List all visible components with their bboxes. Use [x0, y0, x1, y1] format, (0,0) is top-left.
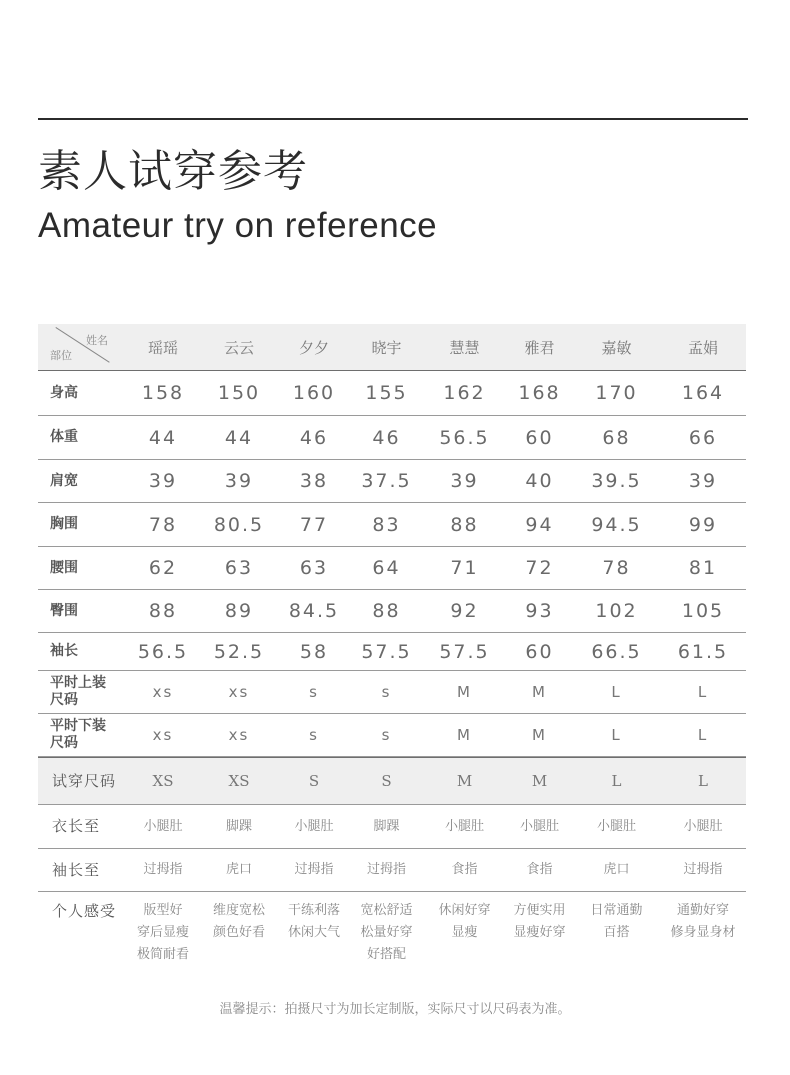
- row-label-feeling: 个人感受: [52, 902, 117, 920]
- size-value: s: [309, 726, 319, 744]
- measure-value: 94: [525, 513, 554, 536]
- size-value: M: [457, 726, 472, 744]
- sleeve-value: 过拇指: [366, 862, 406, 877]
- measure-value: 78: [148, 513, 178, 536]
- feeling-line: 宽松舒适: [360, 903, 413, 918]
- try-size-value: L: [698, 772, 708, 790]
- footer-note: 温馨提示：拍摄尺寸为加长定制版，实际尺寸以尺码表为准。: [219, 1002, 571, 1017]
- size-value: M: [457, 683, 472, 701]
- measure-value: 57.5: [439, 640, 490, 663]
- sleeve-value: 过拇指: [143, 862, 183, 877]
- table-row-measure-6: [38, 633, 746, 671]
- measure-value: 66.5: [591, 640, 642, 663]
- size-value: s: [381, 683, 392, 701]
- feeling-line: 松量好穿: [360, 925, 413, 940]
- table-row-length: [38, 805, 746, 849]
- measure-value: 57.5: [361, 640, 412, 663]
- try-size-value: M: [531, 772, 548, 790]
- row-label-line: 平时下装: [50, 718, 106, 734]
- row-label-measure-3: [38, 516, 126, 533]
- sleeve-value: 过拇指: [294, 862, 334, 877]
- header-name-0: 瑶瑶: [147, 338, 178, 357]
- top-divider: [38, 118, 748, 120]
- measure-value: 84.5: [288, 600, 340, 622]
- measure-value: 40: [525, 470, 554, 492]
- header-corner-cell: [38, 324, 126, 370]
- feeling-line: 休闲好穿: [438, 903, 491, 918]
- length-value: 小腿肚: [143, 818, 183, 834]
- row-label-bottom-size: [38, 718, 126, 752]
- size-value: M: [532, 726, 547, 744]
- row-label-try-size: [38, 773, 126, 790]
- header-name-4: 慧慧: [449, 338, 480, 357]
- feeling-line: 日常通勤: [590, 903, 643, 918]
- table-row-sleeve: [38, 849, 746, 892]
- measure-value: 62: [148, 557, 178, 579]
- measure-value: 93: [525, 600, 554, 622]
- measure-value: 71: [450, 557, 479, 579]
- table-row-top-size: [38, 671, 746, 714]
- measure-value: 162: [443, 382, 486, 404]
- measure-value: 44: [224, 426, 254, 449]
- measure-value: 77: [299, 513, 329, 536]
- header-name-2: 夕夕: [298, 338, 329, 357]
- row-label-length: [38, 818, 126, 835]
- feeling-line: 好搭配: [366, 947, 406, 962]
- measure-value: 160: [292, 382, 336, 404]
- sleeve-value: 食指: [451, 862, 478, 877]
- row-label-sleeve: [38, 862, 126, 879]
- feeling-value: [200, 900, 278, 944]
- measure-value: 105: [681, 600, 725, 622]
- table-row-measure-5: [38, 590, 746, 633]
- try-on-table: [38, 324, 746, 980]
- feeling-value: [573, 900, 660, 944]
- header-name-1: 云云: [223, 338, 254, 357]
- measure-value: 39.5: [591, 470, 642, 492]
- measure-value: 38: [299, 470, 329, 492]
- feeling-line: 显瘦: [451, 925, 478, 940]
- header-name-6: 嘉敏: [601, 338, 632, 357]
- size-value: xs: [152, 726, 174, 744]
- header-name-3: 晓宇: [371, 338, 402, 357]
- row-label-line: 腰围: [50, 559, 78, 576]
- measure-value: 92: [450, 600, 479, 622]
- measure-value: 64: [372, 557, 401, 579]
- table-row-bottom-size: [38, 714, 746, 757]
- feeling-line: 修身显身材: [670, 925, 736, 940]
- size-value: s: [309, 683, 319, 701]
- measure-value: 37.5: [361, 470, 412, 492]
- feeling-line: 方便实用: [513, 903, 566, 918]
- measure-value: 61.5: [677, 640, 729, 663]
- table-header-row: [38, 324, 746, 371]
- feeling-line: 通勤好穿: [676, 903, 729, 918]
- measure-value: 88: [450, 513, 479, 536]
- row-label-line: 衣长至: [52, 817, 101, 835]
- size-value: L: [697, 726, 709, 744]
- measure-value: 63: [299, 557, 329, 579]
- measure-value: 58: [299, 640, 329, 663]
- row-label-line: 臀围: [50, 602, 78, 619]
- feeling-value: [278, 900, 350, 944]
- table-row-try-size: [38, 757, 746, 805]
- table-row-measure-3: [38, 503, 746, 547]
- sleeve-value: 虎口: [225, 862, 252, 877]
- feeling-value: [126, 900, 200, 966]
- size-value: xs: [228, 726, 250, 744]
- measure-value: 168: [518, 382, 561, 404]
- feeling-value: [350, 900, 423, 966]
- feeling-line: 维度宽松: [212, 903, 265, 918]
- row-label-line: 试穿尺码: [52, 771, 117, 790]
- measure-value: 44: [148, 426, 178, 449]
- page-title-english: Amateur try on reference: [38, 206, 438, 245]
- feeling-value: [660, 900, 746, 944]
- table-row-measure-4: [38, 547, 746, 590]
- row-label-line: 袖长至: [52, 860, 101, 879]
- measure-value: 52.5: [213, 640, 265, 663]
- measure-value: 78: [602, 557, 631, 579]
- size-value: xs: [152, 683, 174, 701]
- measure-value: 88: [148, 600, 178, 622]
- size-value: xs: [228, 683, 250, 701]
- header-name-7: 孟娟: [687, 338, 718, 357]
- row-label-line: 袖长: [50, 643, 78, 659]
- feeling-line: 极简耐看: [136, 947, 189, 962]
- measure-value: 60: [525, 426, 554, 449]
- sleeve-value: 食指: [526, 862, 553, 877]
- measure-value: 46: [299, 426, 329, 449]
- row-label-line: 胸围: [50, 516, 78, 532]
- measure-value: 56.5: [137, 640, 189, 663]
- size-value: s: [381, 726, 392, 744]
- table-row-measure-1: [38, 416, 746, 460]
- row-label-line: 平时上装: [50, 675, 106, 691]
- try-size-value: M: [456, 772, 473, 790]
- row-label-measure-2: [38, 473, 126, 490]
- row-label-measure-1: [38, 429, 126, 446]
- measure-value: 39: [224, 470, 254, 492]
- length-value: 小腿肚: [294, 818, 334, 834]
- measure-value: 99: [688, 513, 718, 536]
- try-size-value: XS: [228, 772, 250, 790]
- measure-value: 88: [372, 600, 401, 622]
- measure-value: 81: [688, 557, 718, 579]
- feeling-line: 休闲大气: [287, 925, 340, 940]
- feeling-line: 百搭: [603, 925, 630, 940]
- row-label-line: 身高: [50, 384, 78, 401]
- measure-value: 94.5: [591, 513, 642, 536]
- row-label-measure-5: [38, 603, 126, 620]
- try-size-value: S: [308, 772, 320, 790]
- measure-value: 39: [148, 470, 178, 492]
- feeling-value: [423, 900, 506, 944]
- row-label-line: 肩宽: [50, 472, 78, 489]
- try-size-value: XS: [152, 772, 174, 790]
- page-title-chinese: 素人试穿参考: [38, 146, 308, 197]
- measure-value: 72: [525, 557, 554, 579]
- measure-value: 158: [141, 382, 185, 404]
- row-label-measure-4: [38, 560, 126, 577]
- length-value: 脚踝: [225, 818, 252, 834]
- size-value: L: [697, 683, 709, 701]
- measure-value: 60: [525, 640, 554, 663]
- measure-value: 89: [224, 600, 254, 622]
- length-value: 小腿肚: [519, 818, 559, 834]
- row-label-line: 尺码: [50, 692, 78, 708]
- sleeve-value: 虎口: [603, 862, 630, 877]
- feeling-line: 显瘦好穿: [513, 925, 566, 940]
- feeling-value: [506, 900, 573, 944]
- measure-value: 66: [688, 426, 718, 449]
- row-label-top-size: [38, 675, 126, 709]
- measure-value: 39: [450, 470, 479, 492]
- measure-value: 46: [372, 426, 401, 449]
- measure-value: 164: [681, 382, 725, 404]
- corner-label-name: 姓名: [86, 334, 108, 347]
- measure-value: 102: [595, 600, 638, 622]
- row-label-line: 体重: [50, 429, 78, 445]
- length-value: 脚踝: [373, 818, 400, 834]
- row-label-line: 尺码: [50, 735, 78, 751]
- size-value: M: [532, 683, 547, 701]
- measure-value: 80.5: [213, 513, 265, 536]
- measure-value: 83: [372, 513, 401, 536]
- measure-value: 155: [365, 382, 408, 404]
- corner-label-part: 部位: [50, 349, 72, 362]
- feeling-line: 干练利落: [287, 903, 340, 918]
- try-size-value: L: [611, 772, 622, 790]
- feeling-line: 穿后显瘦: [136, 925, 189, 940]
- measure-value: 39: [688, 470, 718, 492]
- row-label-measure-6: [38, 643, 126, 660]
- sleeve-value: 过拇指: [683, 862, 723, 877]
- header-name-5: 雅君: [524, 338, 555, 357]
- feeling-line: 颜色好看: [212, 925, 265, 940]
- measure-value: 150: [217, 382, 261, 404]
- measure-value: 56.5: [439, 426, 490, 449]
- table-row-measure-2: [38, 460, 746, 503]
- measure-value: 170: [595, 382, 638, 404]
- length-value: 小腿肚: [444, 818, 484, 834]
- table-row-measure-0: [38, 371, 746, 416]
- feeling-line: 版型好: [143, 903, 183, 918]
- size-value: L: [611, 683, 622, 701]
- measure-value: 68: [602, 426, 631, 449]
- table-row-feeling: [38, 892, 746, 980]
- row-label-measure-0: [38, 385, 126, 402]
- try-size-value: S: [381, 772, 392, 790]
- length-value: 小腿肚: [683, 818, 723, 834]
- size-value: L: [611, 726, 622, 744]
- length-value: 小腿肚: [596, 818, 636, 834]
- measure-value: 63: [224, 557, 254, 579]
